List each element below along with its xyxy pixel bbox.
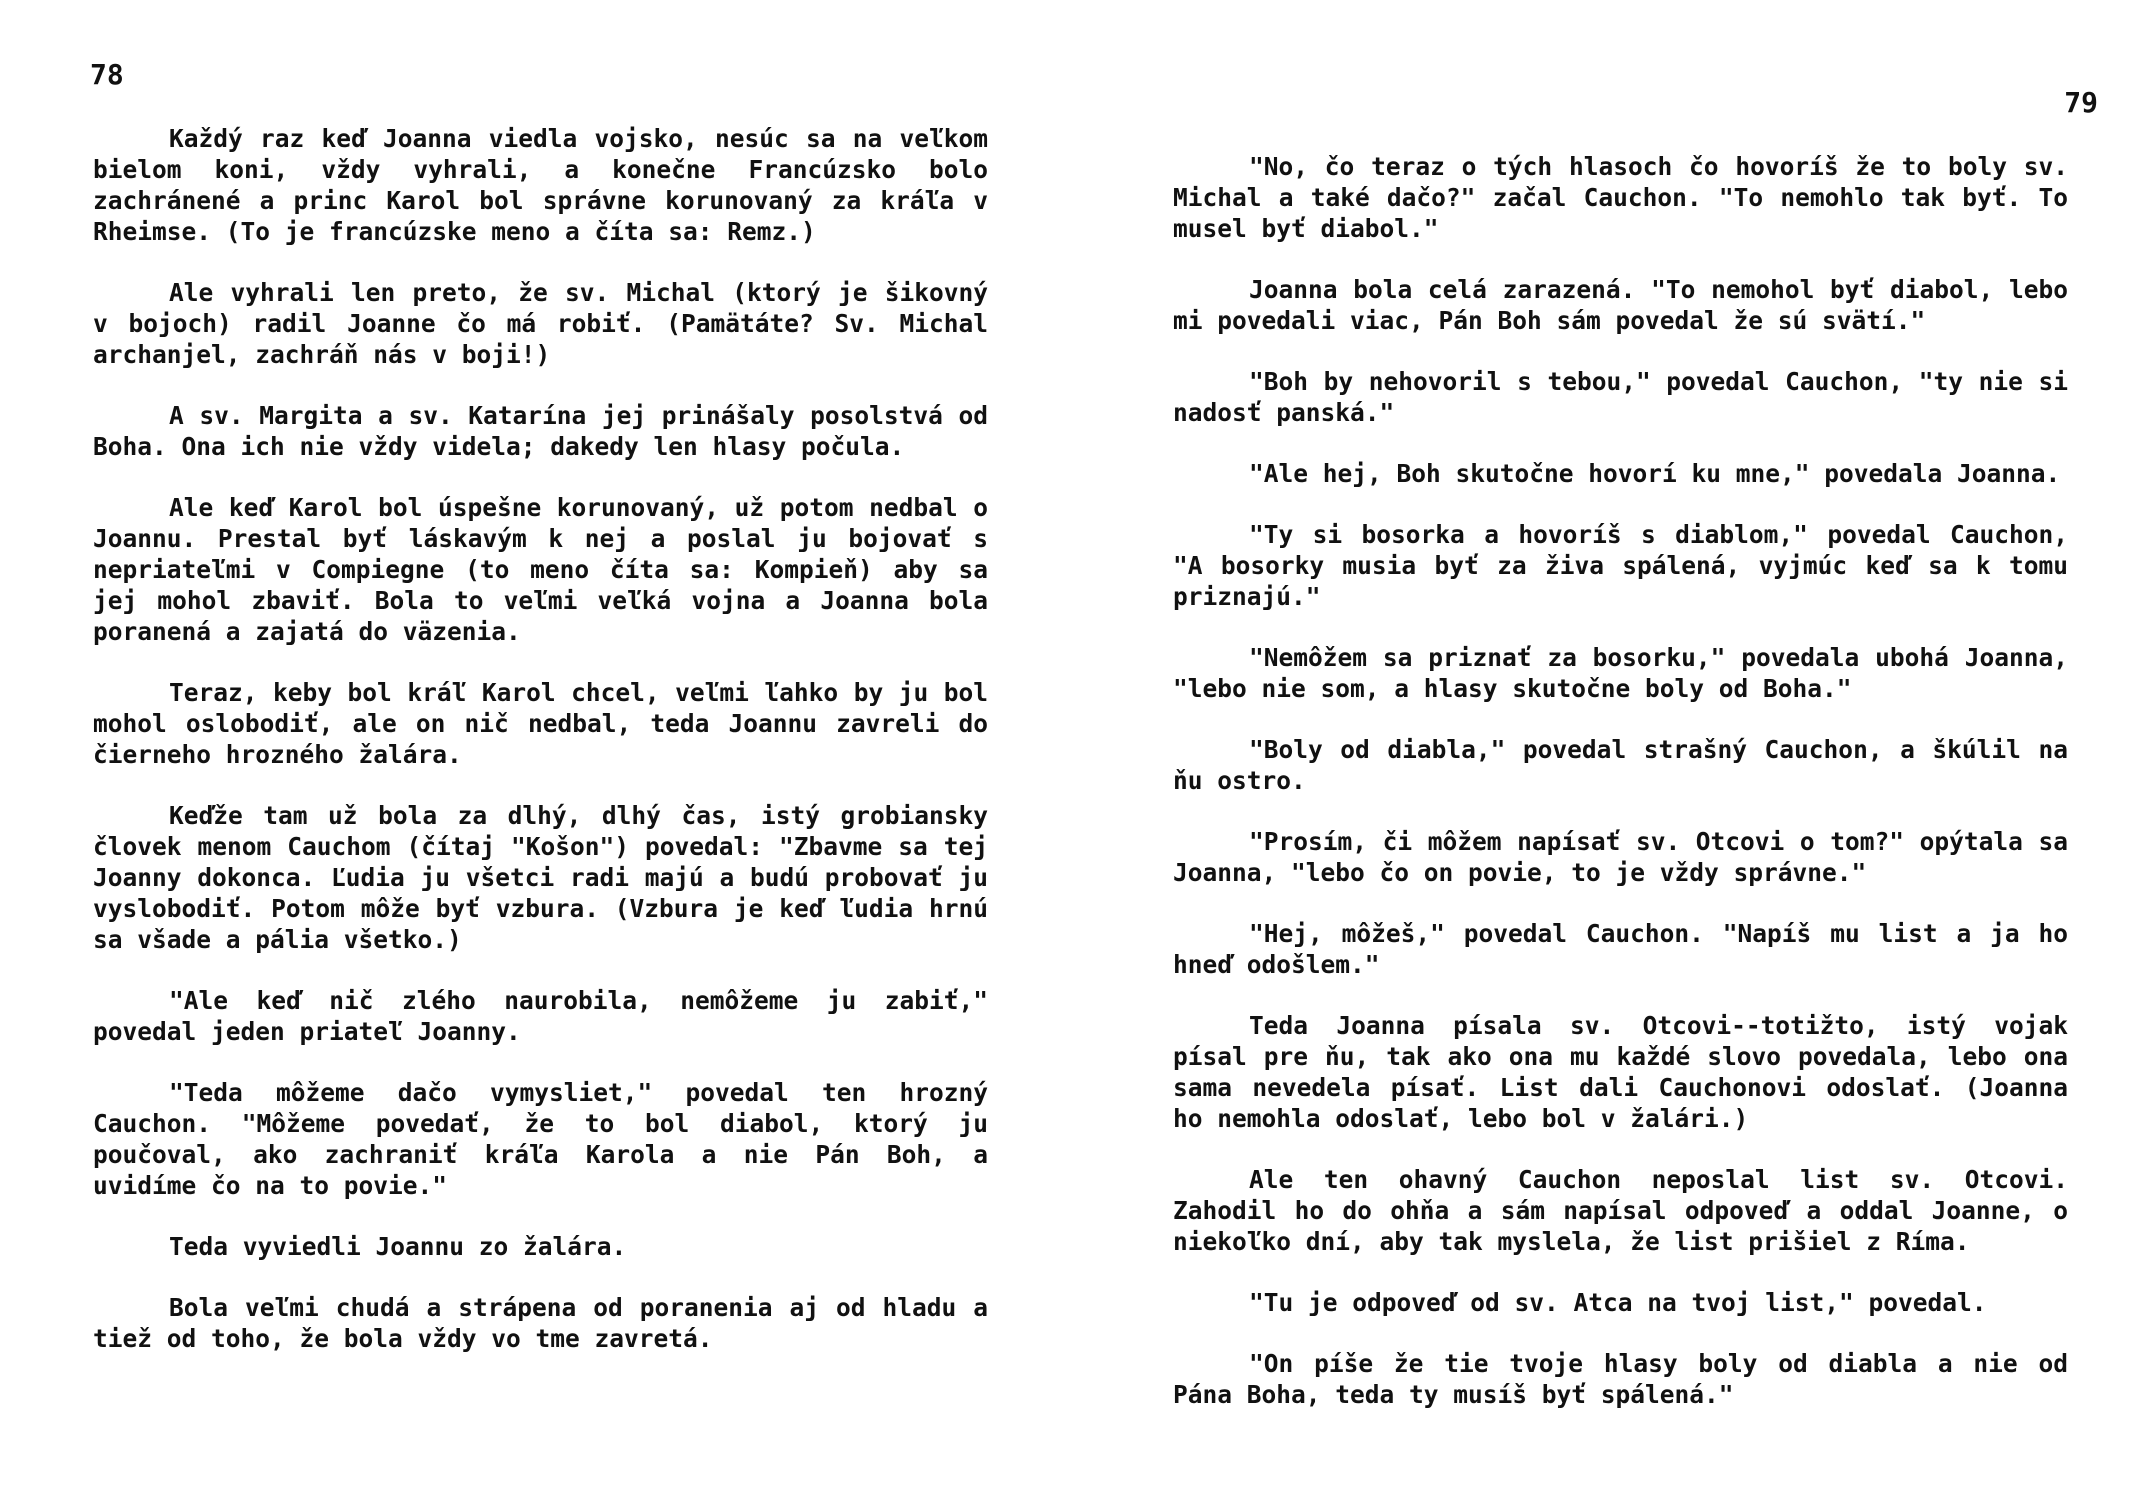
left-page-text — [93, 123, 988, 1384]
paragraph: "Prosím, či môžem napísať sv. Otcovi o tom?" opýtala sa Joanna, "lebo čo on povie, to je vždy správne." — [1173, 827, 2068, 887]
page-number-left: 78 — [90, 58, 124, 91]
paragraph: Keďže tam už bola za dlhý, dlhý čas, istý grobiansky človek menom Cauchom (čítaj "Košon") povedal: "Zbavme sa tej Joanny dokonca. Ľudia ju všetci radi majú a budú probovať ju vyslobodiť. Potom môže byť vzbura. (Vzbura je keď ľudia hrnú sa všade a pália všetko.) — [93, 801, 988, 954]
paragraph: Ale keď Karol bol úspešne korunovaný, už potom nedbal o Joannu. Prestal byť láskavým k nej a poslal ju bojovať s nepriateľmi v Compiegne (to meno číta sa: Kompieň) aby sa jej mohol zbaviť. Bola to veľmi veľká vojna a Joanna bola poranená a zajatá do väzenia. — [93, 493, 988, 646]
paragraph: "Ale hej, Boh skutočne hovorí ku mne," povedala Joanna. — [1249, 459, 2061, 488]
paragraph: "Teda môžeme dačo vymysliet," povedal ten hrozný Cauchon. "Môžeme povedať, že to bol diabol, ktorý ju poučoval, ako zachraniť kráľa Karola a nie Pán Boh, a uvidíme čo na to povie." — [93, 1078, 988, 1200]
paragraph: "Boly od diabla," povedal strašný Cauchon, a škúlil na ňu ostro. — [1173, 735, 2068, 795]
paragraph: Teda vyviedli Joannu zo žalára. — [169, 1232, 627, 1261]
paragraph: Ale ten ohavný Cauchon neposlal list sv. Otcovi. Zahodil ho do ohňa a sám napísal odpoveď a oddal Joanne, o niekoľko dní, aby tak myslela, že list prišiel z Ríma. — [1173, 1165, 2068, 1256]
paragraph: "On píše že tie tvoje hlasy boly od diabla a nie od Pána Boha, teda ty musíš byť spálená." — [1173, 1349, 2068, 1409]
right-page — [1071, 0, 2142, 1500]
paragraph: Ale vyhrali len preto, že sv. Michal (ktorý je šikovný v bojoch) radil Joanne čo má robiť. (Pamätáte? Sv. Michal archanjel, zachráň nás v boji!) — [93, 278, 988, 369]
paragraph: Teraz, keby bol kráľ Karol chcel, veľmi ľahko by ju bol mohol oslobodiť, ale on nič nedbal, teda Joannu zavreli do čierneho hrozného žalára. — [93, 678, 988, 769]
paragraph: Teda Joanna písala sv. Otcovi--totižto, istý vojak písal pre ňu, tak ako ona mu každé slovo povedala, lebo ona sama nevedela písať. List dali Cauchonovi odoslať. (Joanna ho nemohla odoslať, lebo bol v žalári.) — [1173, 1011, 2068, 1133]
paragraph: "No, čo teraz o tých hlasoch čo hovoríš že to boly sv. Michal a také dačo?" začal Cauchon. "To nemohlo tak byť. To musel byť diabol." — [1173, 152, 2068, 243]
paragraph: "Nemôžem sa priznať za bosorku," povedala ubohá Joanna, "lebo nie som, a hlasy skutočne boly od Boha." — [1173, 643, 2068, 703]
paragraph: Joanna bola celá zarazená. "To nemohol byť diabol, lebo mi povedali viac, Pán Boh sám povedal že sú svätí." — [1173, 275, 2068, 335]
paragraph: Každý raz keď Joanna viedla vojsko, nesúc sa na veľkom bielom koni, vždy vyhrali, a konečne Francúzsko bolo zachránené a princ Karol bol správne korunovaný za kráľa v Rheimse. (To je francúzske meno a číta sa: Remz.) — [93, 124, 988, 246]
paragraph: A sv. Margita a sv. Katarína jej prinášaly posolstvá od Boha. Ona ich nie vždy videla; dakedy len hlasy počula. — [93, 401, 988, 461]
paragraph: "Ale keď nič zlého naurobila, nemôžeme ju zabiť," povedal jeden priateľ Joanny. — [93, 986, 988, 1046]
paragraph: "Boh by nehovoril s tebou," povedal Cauchon, "ty nie si nadosť panská." — [1173, 367, 2068, 427]
page-number-right: 79 — [2064, 86, 2098, 119]
paragraph: "Ty si bosorka a hovoríš s diablom," povedal Cauchon, "A bosorky musia byť za živa spálená, vyjmúc keď sa k tomu priznajú." — [1173, 520, 2068, 611]
paragraph: Bola veľmi chudá a strápena od poranenia aj od hladu a tiež od toho, že bola vždy vo tme zavretá. — [93, 1293, 988, 1353]
right-page-text — [1173, 151, 2068, 1440]
paragraph: "Tu je odpoveď od sv. Atca na tvoj list," povedal. — [1249, 1288, 1987, 1317]
paragraph: "Hej, môžeš," povedal Cauchon. "Napíš mu list a ja ho hneď odošlem." — [1173, 919, 2068, 979]
